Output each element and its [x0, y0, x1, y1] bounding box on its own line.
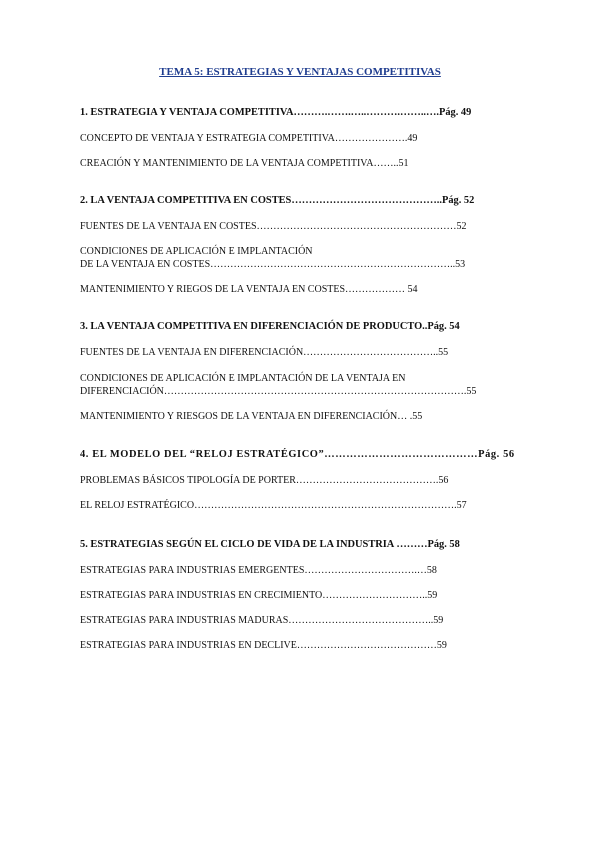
toc-subentry: DIFERENCIACIÓN……………………………………………………………………………….55: [80, 386, 477, 397]
toc-section-2: 2. LA VENTAJA COMPETITIVA EN COSTES……………………………………..Pág. 52: [80, 195, 475, 206]
toc-subentry: CONDICIONES DE APLICACIÓN E IMPLANTACIÓN: [80, 246, 313, 257]
toc-subentry: DE LA VENTAJA EN COSTES………………………………………………………………..53: [80, 259, 466, 270]
toc-subentry: FUENTES DE LA VENTAJA EN COSTES……………………………………………………52: [80, 221, 467, 232]
page-title: TEMA 5: ESTRATEGIAS Y VENTAJAS COMPETITIVAS: [159, 66, 441, 78]
toc-subentry: EL RELOJ ESTRATÉGICO…………………………………………………………………….57: [80, 500, 467, 511]
toc-subentry: ESTRATEGIAS PARA INDUSTRIAS MADURAS……………………………………..59: [80, 615, 444, 626]
toc-section-3: 3. LA VENTAJA COMPETITIVA EN DIFERENCIACIÓN DE PRODUCTO..Pág. 54: [80, 321, 460, 332]
toc-subentry: ESTRATEGIAS PARA INDUSTRIAS EMERGENTES…………………………….…58: [80, 565, 437, 576]
toc-subentry: CONDICIONES DE APLICACIÓN E IMPLANTACIÓN DE LA VENTAJA EN: [80, 373, 406, 384]
toc-subentry: PROBLEMAS BÁSICOS TIPOLOGÍA DE PORTER…………………………………….56: [80, 475, 449, 486]
toc-section-4: 4. EL MODELO DEL “RELOJ ESTRATÉGICO”……………………………………Pág. 56: [80, 449, 515, 460]
toc-section-1: 1. ESTRATEGIA Y VENTAJA COMPETITIVA……….…….…..……….……..….Pág. 49: [80, 107, 472, 118]
toc-subentry: FUENTES DE LA VENTAJA EN DIFERENCIACIÓN…………………………………..55: [80, 347, 449, 358]
toc-subentry: ESTRATEGIAS PARA INDUSTRIAS EN DECLIVE……………………………………59: [80, 640, 447, 651]
toc-subentry: MANTENIMIENTO Y RIESGOS DE LA VENTAJA EN DIFERENCIACIÓN… .55: [80, 411, 423, 422]
toc-subentry: ESTRATEGIAS PARA INDUSTRIAS EN CRECIMIENTO…………………………..59: [80, 590, 438, 601]
toc-subentry: CONCEPTO DE VENTAJA Y ESTRATEGIA COMPETITIVA………………….49: [80, 133, 418, 144]
toc-subentry: MANTENIMIENTO Y RIEGOS DE LA VENTAJA EN COSTES……………… 54: [80, 284, 418, 295]
toc-section-5: 5. ESTRATEGIAS SEGÚN EL CICLO DE VIDA DE LA INDUSTRIA ………Pág. 58: [80, 539, 460, 550]
toc-subentry: CREACIÓN Y MANTENIMIENTO DE LA VENTAJA COMPETITIVA……..51: [80, 158, 409, 169]
